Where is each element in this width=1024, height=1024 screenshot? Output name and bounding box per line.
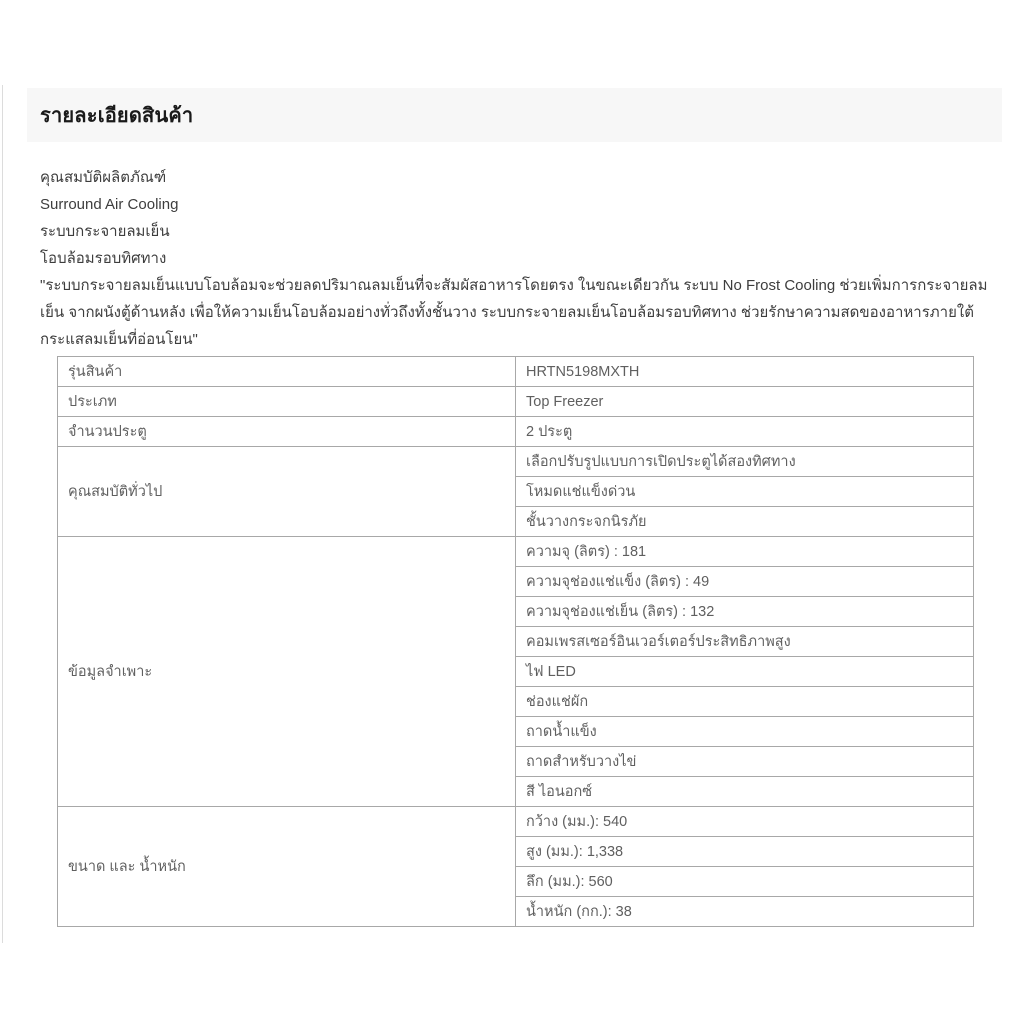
spec-value: ความจุช่องแช่เย็น (ลิตร) : 132 (516, 597, 974, 627)
spec-row (58, 417, 974, 447)
spec-value: โหมดแช่แข็งด่วน (516, 477, 974, 507)
spec-row (58, 357, 974, 387)
spec-value: ลึก (มม.): 560 (516, 867, 974, 897)
product-feature-intro (27, 164, 1002, 353)
spec-value: สูง (มม.): 1,338 (516, 837, 974, 867)
spec-value: สี ไอนอกซ์ (516, 777, 974, 807)
spec-value: ถาดสำหรับวางไข่ (516, 747, 974, 777)
spec-value: เลือกปรับรูปแบบการเปิดประตูได้สองทิศทาง (516, 447, 974, 477)
feature-description-paragraph: "ระบบกระจายลมเย็นแบบโอบล้อมจะช่วยลดปริมาณลมเย็นที่จะสัมผัสอาหารโดยตรง ในขณะเดียวกัน ระบบ No Frost Cooling ช่วยเพิ่มการกระจายลมเย็น จากผนังตู้ด้านหลัง เพื่อให้ความเย็นโอบล้อมอย่างทั่วถึงทั้งชั้นวาง ระบบกระจายลมเย็นโอบล้อมรอบทิศทาง ช่วยรักษาความสดของอาหารภายใต้กระแสลมเย็นที่อ่อนโยน" (40, 277, 988, 348)
spec-row (58, 537, 974, 567)
spec-value: ไฟ LED (516, 657, 974, 687)
spec-value: ถาดน้ำแข็ง (516, 717, 974, 747)
spec-row (58, 447, 974, 477)
spec-value: ช่องแช่ผัก (516, 687, 974, 717)
intro-lines (40, 164, 996, 272)
spec-group-label: รุ่นสินค้า (58, 357, 516, 387)
spec-value: คอมเพรสเซอร์อินเวอร์เตอร์ประสิทธิภาพสูง (516, 627, 974, 657)
spec-group-label: ขนาด และ น้ำหนัก (58, 807, 516, 927)
spec-group-label: ประเภท (58, 387, 516, 417)
spec-group-label: ข้อมูลจำเพาะ (58, 537, 516, 807)
section-header (27, 88, 1002, 142)
intro-line: คุณสมบัติผลิตภัณฑ์ (40, 169, 167, 186)
spec-value: กว้าง (มม.): 540 (516, 807, 974, 837)
spec-value: น้ำหนัก (กก.): 38 (516, 897, 974, 927)
spec-value: ความจุ (ลิตร) : 181 (516, 537, 974, 567)
spec-value: Top Freezer (516, 387, 974, 417)
spec-group-label: จำนวนประตู (58, 417, 516, 447)
spec-row (58, 807, 974, 837)
spec-table-body (58, 357, 974, 927)
intro-line: ระบบกระจายลมเย็น (40, 223, 170, 240)
spec-value: ชั้นวางกระจกนิรภัย (516, 507, 974, 537)
spec-value: HRTN5198MXTH (516, 357, 974, 387)
spec-table (57, 356, 974, 927)
spec-group-label: คุณสมบัติทั่วไป (58, 447, 516, 537)
spec-value: ความจุช่องแช่แข็ง (ลิตร) : 49 (516, 567, 974, 597)
content-area (27, 88, 1002, 927)
page-left-border (2, 85, 3, 943)
intro-line: โอบล้อมรอบทิศทาง (40, 250, 167, 267)
page-title: รายละเอียดสินค้า (40, 105, 194, 127)
spec-value: 2 ประตู (516, 417, 974, 447)
spec-row (58, 387, 974, 417)
intro-line: Surround Air Cooling (40, 196, 179, 213)
